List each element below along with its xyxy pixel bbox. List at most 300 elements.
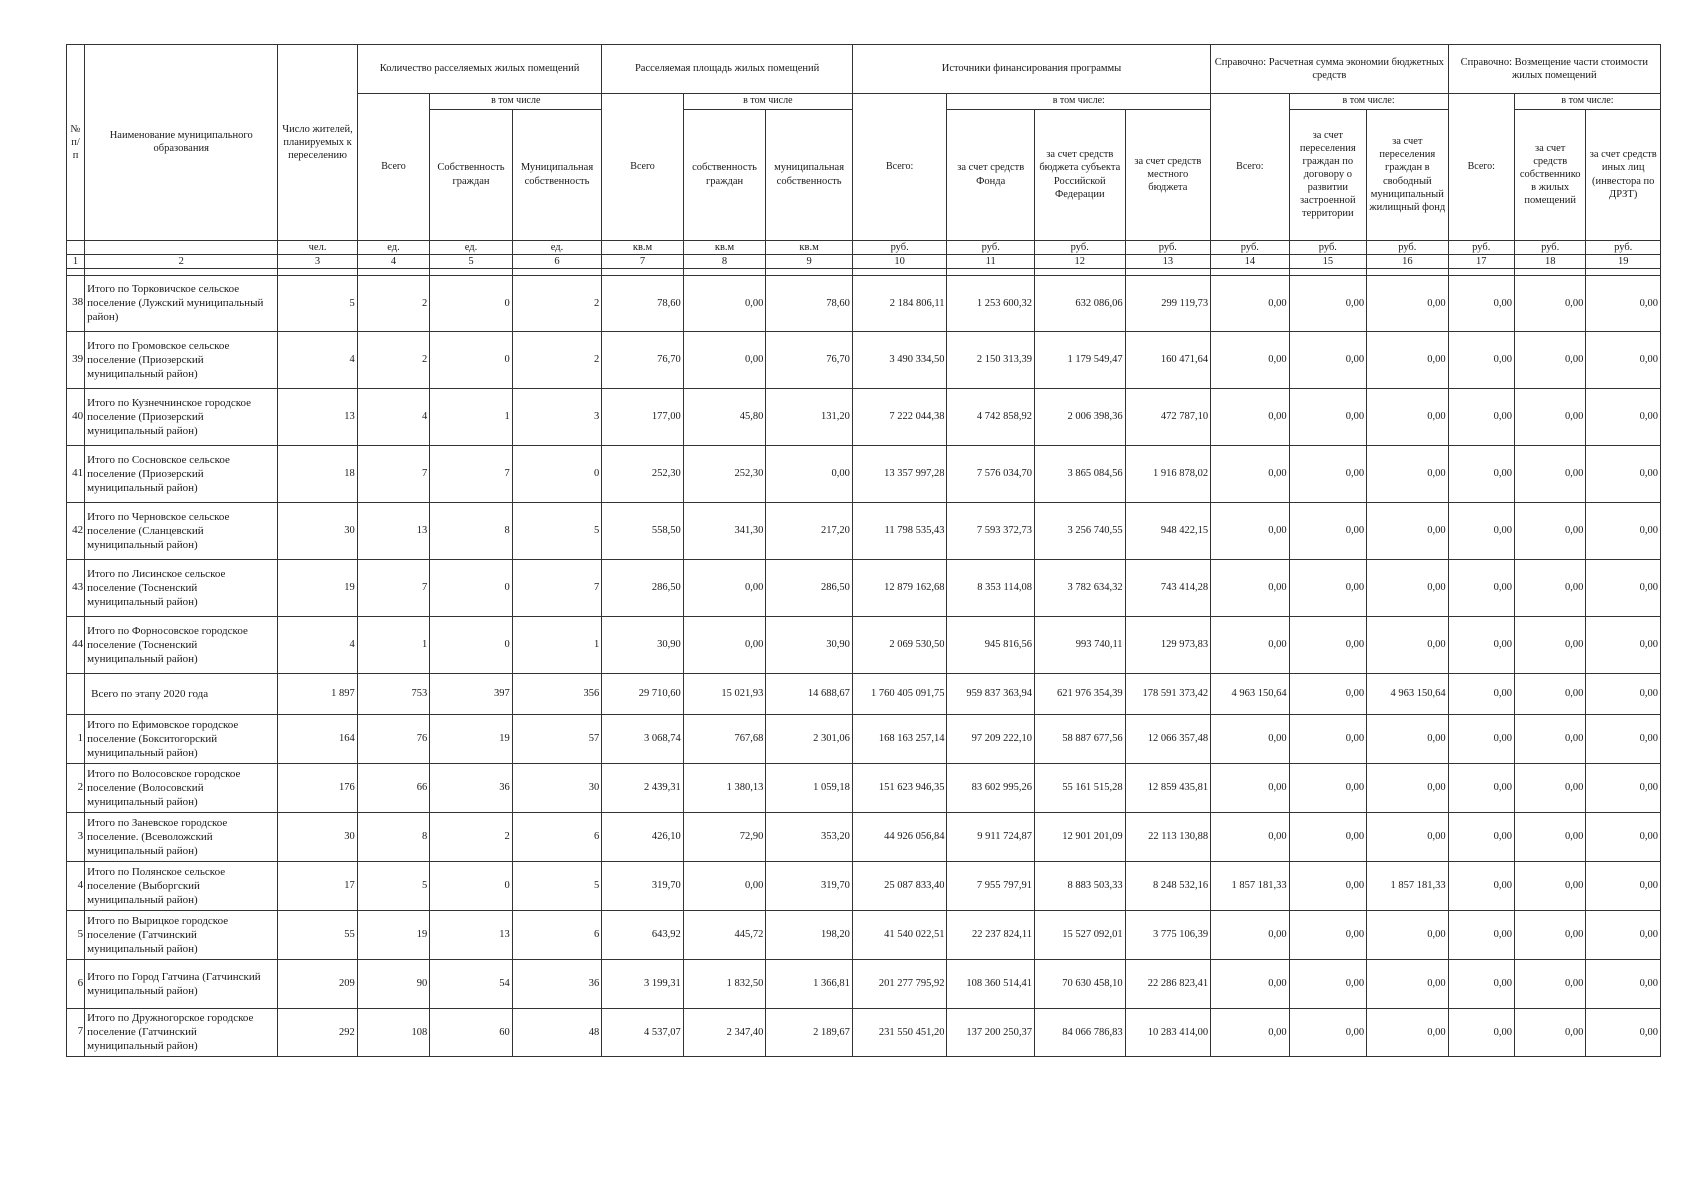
value-cell: 76,70: [766, 331, 853, 388]
value-cell: 19: [357, 910, 429, 959]
value-cell: 7: [357, 559, 429, 616]
value-cell: 36: [512, 959, 602, 1008]
value-cell: 0,00: [1211, 331, 1289, 388]
subheader-fin-incl: в том числе:: [947, 94, 1211, 110]
spacer-cell: [85, 268, 278, 275]
column-number-cell: 17: [1448, 254, 1514, 268]
value-cell: 0,00: [1448, 331, 1514, 388]
subheader-savings-incl: в том числе:: [1289, 94, 1448, 110]
row-number: 43: [67, 559, 85, 616]
value-cell: 1 253 600,32: [947, 275, 1035, 331]
value-cell: 0,00: [1211, 445, 1289, 502]
value-cell: 0,00: [1448, 1008, 1514, 1056]
value-cell: 252,30: [683, 445, 766, 502]
spacer-cell: [766, 268, 853, 275]
value-cell: 83 602 995,26: [947, 763, 1035, 812]
value-cell: 0,00: [1289, 502, 1366, 559]
value-cell: 0,00: [683, 275, 766, 331]
value-cell: 76,70: [602, 331, 684, 388]
value-cell: 0,00: [1367, 502, 1449, 559]
group-header-area: Расселяемая площадь жилых помещений: [602, 45, 853, 94]
value-cell: 48: [512, 1008, 602, 1056]
col-header-area-municipal: муниципальная собственность: [766, 109, 853, 240]
table-row: [67, 275, 1661, 331]
value-cell: 0,00: [1289, 673, 1366, 714]
value-cell: 0,00: [1448, 445, 1514, 502]
value-cell: 0,00: [1289, 763, 1366, 812]
value-cell: 3 490 334,50: [852, 331, 947, 388]
value-cell: 0,00: [1514, 331, 1585, 388]
value-cell: 5: [278, 275, 357, 331]
column-number-cell: 1: [67, 254, 85, 268]
unit-cell: ед.: [430, 240, 513, 254]
value-cell: 0: [430, 331, 513, 388]
value-cell: 945 816,56: [947, 616, 1035, 673]
unit-cell: руб.: [1125, 240, 1211, 254]
value-cell: 168 163 257,14: [852, 714, 947, 763]
value-cell: 0,00: [766, 445, 853, 502]
value-cell: 1 760 405 091,75: [852, 673, 947, 714]
value-cell: 4 963 150,64: [1211, 673, 1289, 714]
value-cell: 0,00: [1586, 763, 1661, 812]
value-cell: 286,50: [766, 559, 853, 616]
unit-cell: кв.м: [602, 240, 684, 254]
value-cell: 8 248 532,16: [1125, 861, 1211, 910]
value-cell: 44 926 056,84: [852, 812, 947, 861]
col-header-other-funds: за счет средств иных лиц (инвестора по ДРЗТ): [1586, 109, 1661, 240]
value-cell: 12 901 201,09: [1035, 812, 1126, 861]
value-cell: 0,00: [1586, 910, 1661, 959]
table-row: [67, 812, 1661, 861]
value-cell: 319,70: [602, 861, 684, 910]
unit-cell: руб.: [1367, 240, 1449, 254]
value-cell: 1 179 549,47: [1035, 331, 1126, 388]
value-cell: 0,00: [1367, 910, 1449, 959]
spacer-cell: [852, 268, 947, 275]
value-cell: 55 161 515,28: [1035, 763, 1126, 812]
value-cell: 0,00: [1514, 445, 1585, 502]
value-cell: 0: [430, 559, 513, 616]
value-cell: 70 630 458,10: [1035, 959, 1126, 1008]
value-cell: 14 688,67: [766, 673, 853, 714]
value-cell: 993 740,11: [1035, 616, 1126, 673]
col-header-count-total: Всего: [357, 94, 429, 241]
unit-cell: руб.: [947, 240, 1035, 254]
spacer-cell: [430, 268, 513, 275]
row-number: 5: [67, 910, 85, 959]
value-cell: 13: [278, 388, 357, 445]
value-cell: 97 209 222,10: [947, 714, 1035, 763]
col-header-resettle-free: за счет переселения граждан в свободный муниципальный жилищный фонд: [1367, 109, 1449, 240]
unit-cell: ед.: [357, 240, 429, 254]
col-header-residents: Число жителей, планируемых к переселению: [278, 45, 357, 241]
table-row: [67, 763, 1661, 812]
value-cell: 2: [512, 331, 602, 388]
value-cell: 0,00: [1211, 1008, 1289, 1056]
subheader-count-incl: в том числе: [430, 94, 602, 110]
value-cell: 0,00: [1211, 616, 1289, 673]
table-row: [67, 861, 1661, 910]
value-cell: 15 527 092,01: [1035, 910, 1126, 959]
value-cell: 0,00: [1448, 673, 1514, 714]
value-cell: 319,70: [766, 861, 853, 910]
value-cell: 84 066 786,83: [1035, 1008, 1126, 1056]
column-number-cell: 6: [512, 254, 602, 268]
value-cell: 753: [357, 673, 429, 714]
column-number-cell: 16: [1367, 254, 1449, 268]
value-cell: 198,20: [766, 910, 853, 959]
municipality-name: Итого по Полянское сельское поселение (Выборгский муниципальный район): [85, 861, 278, 910]
value-cell: 0,00: [1586, 1008, 1661, 1056]
group-header-savings: Справочно: Расчетная сумма экономии бюджетных средств: [1211, 45, 1448, 94]
column-number-cell: 7: [602, 254, 684, 268]
value-cell: 78,60: [766, 275, 853, 331]
value-cell: 0,00: [1514, 1008, 1585, 1056]
value-cell: 0,00: [1586, 275, 1661, 331]
value-cell: 19: [278, 559, 357, 616]
value-cell: 4 963 150,64: [1367, 673, 1449, 714]
value-cell: 4 742 858,92: [947, 388, 1035, 445]
value-cell: 0,00: [1514, 910, 1585, 959]
value-cell: 0,00: [1289, 388, 1366, 445]
value-cell: 2: [512, 275, 602, 331]
value-cell: 0,00: [1514, 559, 1585, 616]
row-number: 44: [67, 616, 85, 673]
value-cell: 0,00: [683, 861, 766, 910]
column-number-cell: 5: [430, 254, 513, 268]
unit-cell: руб.: [852, 240, 947, 254]
value-cell: 0,00: [1367, 616, 1449, 673]
value-cell: 7: [512, 559, 602, 616]
value-cell: 201 277 795,92: [852, 959, 947, 1008]
value-cell: 0,00: [1367, 275, 1449, 331]
value-cell: 397: [430, 673, 513, 714]
value-cell: 0,00: [1514, 861, 1585, 910]
column-number-cell: 4: [357, 254, 429, 268]
spacer-cell: [1367, 268, 1449, 275]
value-cell: 0,00: [1514, 275, 1585, 331]
value-cell: 8: [430, 502, 513, 559]
col-header-owners-funds: за счет средств собственнико в жилых помещений: [1514, 109, 1585, 240]
value-cell: 6: [512, 812, 602, 861]
value-cell: 0,00: [1514, 502, 1585, 559]
value-cell: 1 897: [278, 673, 357, 714]
spacer-row: [67, 268, 1661, 275]
value-cell: 30: [512, 763, 602, 812]
row-number: 40: [67, 388, 85, 445]
column-number-cell: 12: [1035, 254, 1126, 268]
value-cell: 632 086,06: [1035, 275, 1126, 331]
table-row: [67, 616, 1661, 673]
value-cell: 3 782 634,32: [1035, 559, 1126, 616]
value-cell: 472 787,10: [1125, 388, 1211, 445]
value-cell: 356: [512, 673, 602, 714]
value-cell: 12 879 162,68: [852, 559, 947, 616]
spacer-cell: [357, 268, 429, 275]
value-cell: 0,00: [1289, 910, 1366, 959]
col-header-fin-total: Всего:: [852, 94, 947, 241]
value-cell: 621 976 354,39: [1035, 673, 1126, 714]
value-cell: 0,00: [1586, 959, 1661, 1008]
municipality-name: Итого по Торковичское сельское поселение (Лужский муниципальный район): [85, 275, 278, 331]
row-number: 2: [67, 763, 85, 812]
value-cell: 0,00: [1211, 812, 1289, 861]
value-cell: 0,00: [1514, 714, 1585, 763]
column-number-cell: 14: [1211, 254, 1289, 268]
value-cell: 13: [430, 910, 513, 959]
value-cell: 7 593 372,73: [947, 502, 1035, 559]
value-cell: 10 283 414,00: [1125, 1008, 1211, 1056]
value-cell: 1: [512, 616, 602, 673]
value-cell: 3 199,31: [602, 959, 684, 1008]
spacer-cell: [1289, 268, 1366, 275]
value-cell: 0,00: [1211, 275, 1289, 331]
value-cell: 743 414,28: [1125, 559, 1211, 616]
value-cell: 0,00: [1586, 445, 1661, 502]
value-cell: 0,00: [1289, 559, 1366, 616]
unit-cell: руб.: [1514, 240, 1585, 254]
subheader-comp-incl: в том числе:: [1514, 94, 1660, 110]
row-number: 42: [67, 502, 85, 559]
spacer-cell: [1211, 268, 1289, 275]
spacer-cell: [1514, 268, 1585, 275]
value-cell: 0,00: [1211, 559, 1289, 616]
value-cell: 4 537,07: [602, 1008, 684, 1056]
spacer-cell: [67, 268, 85, 275]
value-cell: 0,00: [1211, 959, 1289, 1008]
value-cell: 0,00: [1211, 714, 1289, 763]
value-cell: 164: [278, 714, 357, 763]
value-cell: 2 150 313,39: [947, 331, 1035, 388]
value-cell: 0,00: [1448, 275, 1514, 331]
value-cell: 131,20: [766, 388, 853, 445]
value-cell: 3 068,74: [602, 714, 684, 763]
value-cell: 1 380,13: [683, 763, 766, 812]
value-cell: 18: [278, 445, 357, 502]
value-cell: 4: [357, 388, 429, 445]
value-cell: 17: [278, 861, 357, 910]
value-cell: 8: [357, 812, 429, 861]
municipality-name: Итого по Дружногорское городское поселение (Гатчинский муниципальный район): [85, 1008, 278, 1056]
value-cell: 0,00: [1289, 331, 1366, 388]
table-row: [67, 502, 1661, 559]
resettlement-table: [66, 44, 1661, 1057]
unit-cell: ед.: [512, 240, 602, 254]
value-cell: 0,00: [1586, 673, 1661, 714]
value-cell: 22 286 823,41: [1125, 959, 1211, 1008]
row-number: [67, 673, 85, 714]
value-cell: 177,00: [602, 388, 684, 445]
value-cell: 0,00: [1367, 714, 1449, 763]
col-header-no: № п/п: [67, 45, 85, 241]
value-cell: 209: [278, 959, 357, 1008]
value-cell: 7 955 797,91: [947, 861, 1035, 910]
col-header-municipal: Муниципальная собственность: [512, 109, 602, 240]
value-cell: 12 859 435,81: [1125, 763, 1211, 812]
value-cell: 137 200 250,37: [947, 1008, 1035, 1056]
spacer-cell: [1586, 268, 1661, 275]
municipality-name: Итого по Сосновское сельское поселение (Приозерский муниципальный район): [85, 445, 278, 502]
value-cell: 217,20: [766, 502, 853, 559]
value-cell: 1 832,50: [683, 959, 766, 1008]
value-cell: 0,00: [1367, 812, 1449, 861]
value-cell: 959 837 363,94: [947, 673, 1035, 714]
row-number: 3: [67, 812, 85, 861]
unit-cell: руб.: [1448, 240, 1514, 254]
value-cell: 1: [357, 616, 429, 673]
value-cell: 60: [430, 1008, 513, 1056]
unit-cell: кв.м: [683, 240, 766, 254]
row-number: 1: [67, 714, 85, 763]
value-cell: 4: [278, 331, 357, 388]
value-cell: 0,00: [1448, 910, 1514, 959]
table-row: [67, 714, 1661, 763]
value-cell: 948 422,15: [1125, 502, 1211, 559]
value-cell: 0,00: [1367, 959, 1449, 1008]
value-cell: 0: [430, 275, 513, 331]
value-cell: 3 865 084,56: [1035, 445, 1126, 502]
unit-cell: руб.: [1289, 240, 1366, 254]
value-cell: 1 916 878,02: [1125, 445, 1211, 502]
group-header-financing: Источники финансирования программы: [852, 45, 1210, 94]
value-cell: 2 301,06: [766, 714, 853, 763]
value-cell: 0,00: [1448, 959, 1514, 1008]
row-number: 6: [67, 959, 85, 1008]
value-cell: 7 576 034,70: [947, 445, 1035, 502]
value-cell: 30: [278, 812, 357, 861]
value-cell: 445,72: [683, 910, 766, 959]
value-cell: 7: [357, 445, 429, 502]
value-cell: 72,90: [683, 812, 766, 861]
value-cell: 2 347,40: [683, 1008, 766, 1056]
value-cell: 0,00: [683, 559, 766, 616]
value-cell: 8 883 503,33: [1035, 861, 1126, 910]
value-cell: 0,00: [1514, 388, 1585, 445]
units-row: [67, 240, 1661, 254]
value-cell: 151 623 946,35: [852, 763, 947, 812]
spacer-cell: [947, 268, 1035, 275]
value-cell: 0,00: [1448, 616, 1514, 673]
value-cell: 13: [357, 502, 429, 559]
value-cell: 0,00: [1211, 910, 1289, 959]
value-cell: 0,00: [1514, 763, 1585, 812]
column-number-cell: 13: [1125, 254, 1211, 268]
value-cell: 45,80: [683, 388, 766, 445]
value-cell: 9 911 724,87: [947, 812, 1035, 861]
col-header-resettle-dev: за счет переселения граждан по договору о развитии застроенной территории: [1289, 109, 1366, 240]
value-cell: 299 119,73: [1125, 275, 1211, 331]
value-cell: 0,00: [1289, 812, 1366, 861]
column-number-cell: 19: [1586, 254, 1661, 268]
value-cell: 25 087 833,40: [852, 861, 947, 910]
value-cell: 6: [512, 910, 602, 959]
column-numbers-row: [67, 254, 1661, 268]
value-cell: 30,90: [602, 616, 684, 673]
value-cell: 0,00: [1367, 763, 1449, 812]
value-cell: 7: [430, 445, 513, 502]
value-cell: 0,00: [1586, 714, 1661, 763]
municipality-name: Итого по Кузнечнинское городское поселение (Приозерский муниципальный район): [85, 388, 278, 445]
value-cell: 1 059,18: [766, 763, 853, 812]
col-header-area-total: Всего: [602, 94, 684, 241]
subheader-area-incl: в том числе: [683, 94, 852, 110]
col-header-subject-budget: за счет средств бюджета субъекта Российской Федерации: [1035, 109, 1126, 240]
group-header-compensation: Справочно: Возмещение части стоимости жилых помещений: [1448, 45, 1660, 94]
municipality-name: Всего по этапу 2020 года: [85, 673, 278, 714]
value-cell: 55: [278, 910, 357, 959]
value-cell: 0,00: [1448, 861, 1514, 910]
table-row: [67, 331, 1661, 388]
table-row: [67, 1008, 1661, 1056]
value-cell: 41 540 022,51: [852, 910, 947, 959]
row-number: 4: [67, 861, 85, 910]
value-cell: 0: [512, 445, 602, 502]
value-cell: 0,00: [1448, 388, 1514, 445]
value-cell: 0,00: [1367, 559, 1449, 616]
value-cell: 341,30: [683, 502, 766, 559]
unit-cell: кв.м: [766, 240, 853, 254]
table-row: [67, 388, 1661, 445]
value-cell: 2: [357, 275, 429, 331]
value-cell: 286,50: [602, 559, 684, 616]
col-header-area-own-citizens: собственность граждан: [683, 109, 766, 240]
municipality-name: Итого по Лисинское сельское поселение (Тосненский муниципальный район): [85, 559, 278, 616]
col-header-name: Наименование муниципального образования: [85, 45, 278, 241]
value-cell: 108 360 514,41: [947, 959, 1035, 1008]
col-header-local-budget: за счет средств местного бюджета: [1125, 109, 1211, 240]
spacer-cell: [1035, 268, 1126, 275]
table-row: [67, 445, 1661, 502]
value-cell: 0: [430, 861, 513, 910]
value-cell: 66: [357, 763, 429, 812]
value-cell: 0,00: [1586, 331, 1661, 388]
value-cell: 54: [430, 959, 513, 1008]
value-cell: 0,00: [1289, 445, 1366, 502]
value-cell: 0,00: [1289, 959, 1366, 1008]
value-cell: 57: [512, 714, 602, 763]
value-cell: 2 184 806,11: [852, 275, 947, 331]
spacer-cell: [278, 268, 357, 275]
table-row: [67, 559, 1661, 616]
value-cell: 13 357 997,28: [852, 445, 947, 502]
municipality-name: Итого по Черновское сельское поселение (Сланцевский муниципальный район): [85, 502, 278, 559]
unit-cell: руб.: [1586, 240, 1661, 254]
value-cell: 7 222 044,38: [852, 388, 947, 445]
value-cell: 58 887 677,56: [1035, 714, 1126, 763]
value-cell: 0,00: [1586, 388, 1661, 445]
value-cell: 19: [430, 714, 513, 763]
value-cell: 231 550 451,20: [852, 1008, 947, 1056]
value-cell: 0,00: [1289, 616, 1366, 673]
column-number-cell: 3: [278, 254, 357, 268]
spacer-cell: [602, 268, 684, 275]
value-cell: 0,00: [1586, 502, 1661, 559]
value-cell: 0,00: [1586, 616, 1661, 673]
table-row: [67, 959, 1661, 1008]
spacer-cell: [1448, 268, 1514, 275]
row-number: 38: [67, 275, 85, 331]
unit-cell: [67, 240, 85, 254]
value-cell: 0,00: [1514, 673, 1585, 714]
column-number-cell: 8: [683, 254, 766, 268]
value-cell: 22 237 824,11: [947, 910, 1035, 959]
value-cell: 0,00: [1211, 763, 1289, 812]
value-cell: 0: [430, 616, 513, 673]
value-cell: 0,00: [1289, 1008, 1366, 1056]
value-cell: 2 189,67: [766, 1008, 853, 1056]
value-cell: 78,60: [602, 275, 684, 331]
row-number: 39: [67, 331, 85, 388]
